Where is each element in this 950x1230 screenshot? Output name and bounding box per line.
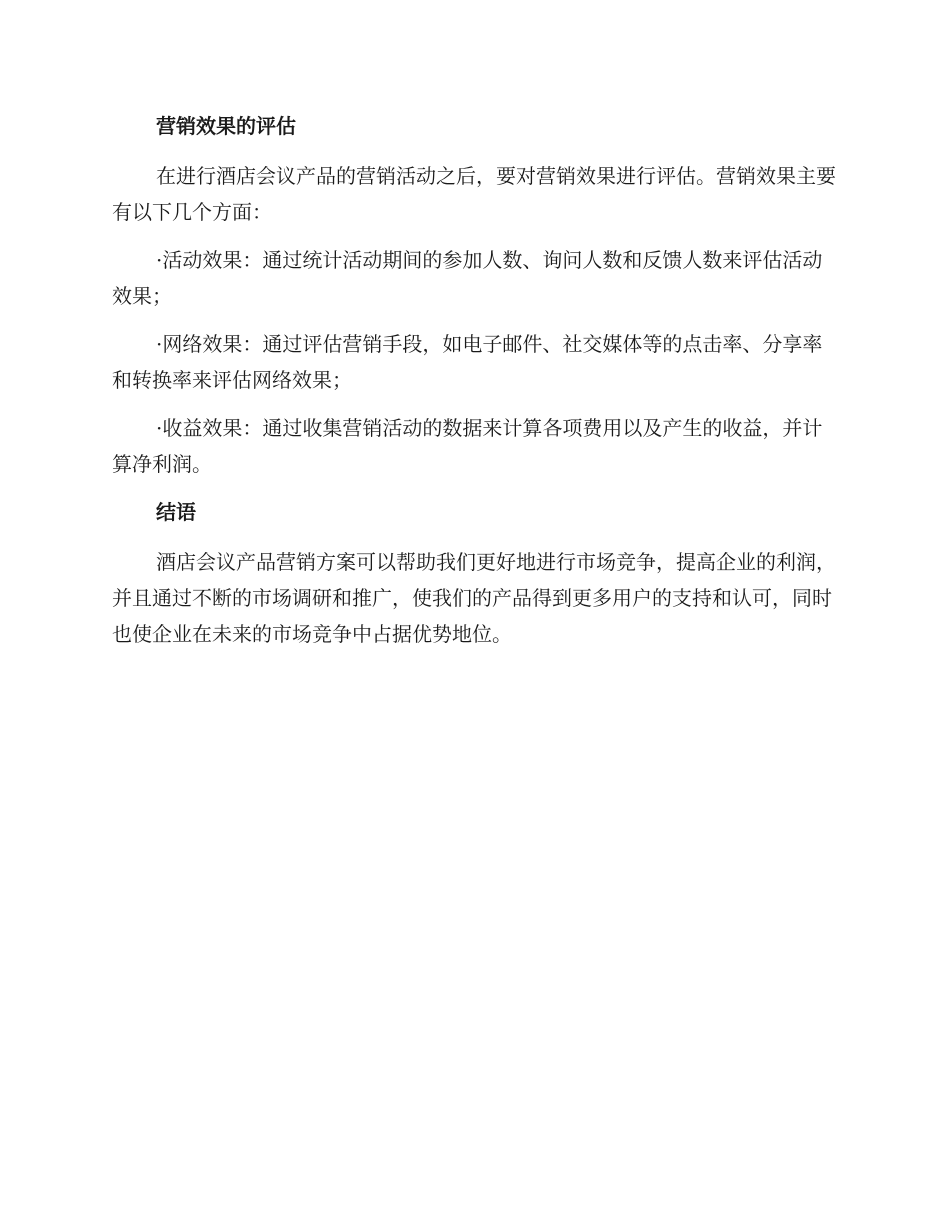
bullet-revenue-effect: ·收益效果：通过收集营销活动的数据来计算各项费用以及产生的收益，并计算净利润。: [112, 416, 823, 476]
section-heading-evaluation: 营销效果的评估: [156, 114, 296, 138]
paragraph-conclusion: 酒店会议产品营销方案可以帮助我们更好地进行市场竞争，提高企业的利润，并且通过不断的市场调研和推广，使我们的产品得到更多用户的支持和认可，同时也使企业在未来的市场竞争中占据优势地位。: [112, 550, 836, 646]
document-page: [112, 108, 836, 664]
section-heading-conclusion: 结语: [156, 500, 196, 524]
paragraph-evaluation-intro: 在进行酒店会议产品的营销活动之后，要对营销效果进行评估。营销效果主要有以下几个方面：: [112, 164, 836, 224]
bullet-activity-effect: ·活动效果：通过统计活动期间的参加人数、询问人数和反馈人数来评估活动效果；: [112, 248, 823, 308]
bullet-network-effect: ·网络效果：通过评估营销手段，如电子邮件、社交媒体等的点击率、分享率和转换率来评估网络效果；: [112, 332, 823, 392]
